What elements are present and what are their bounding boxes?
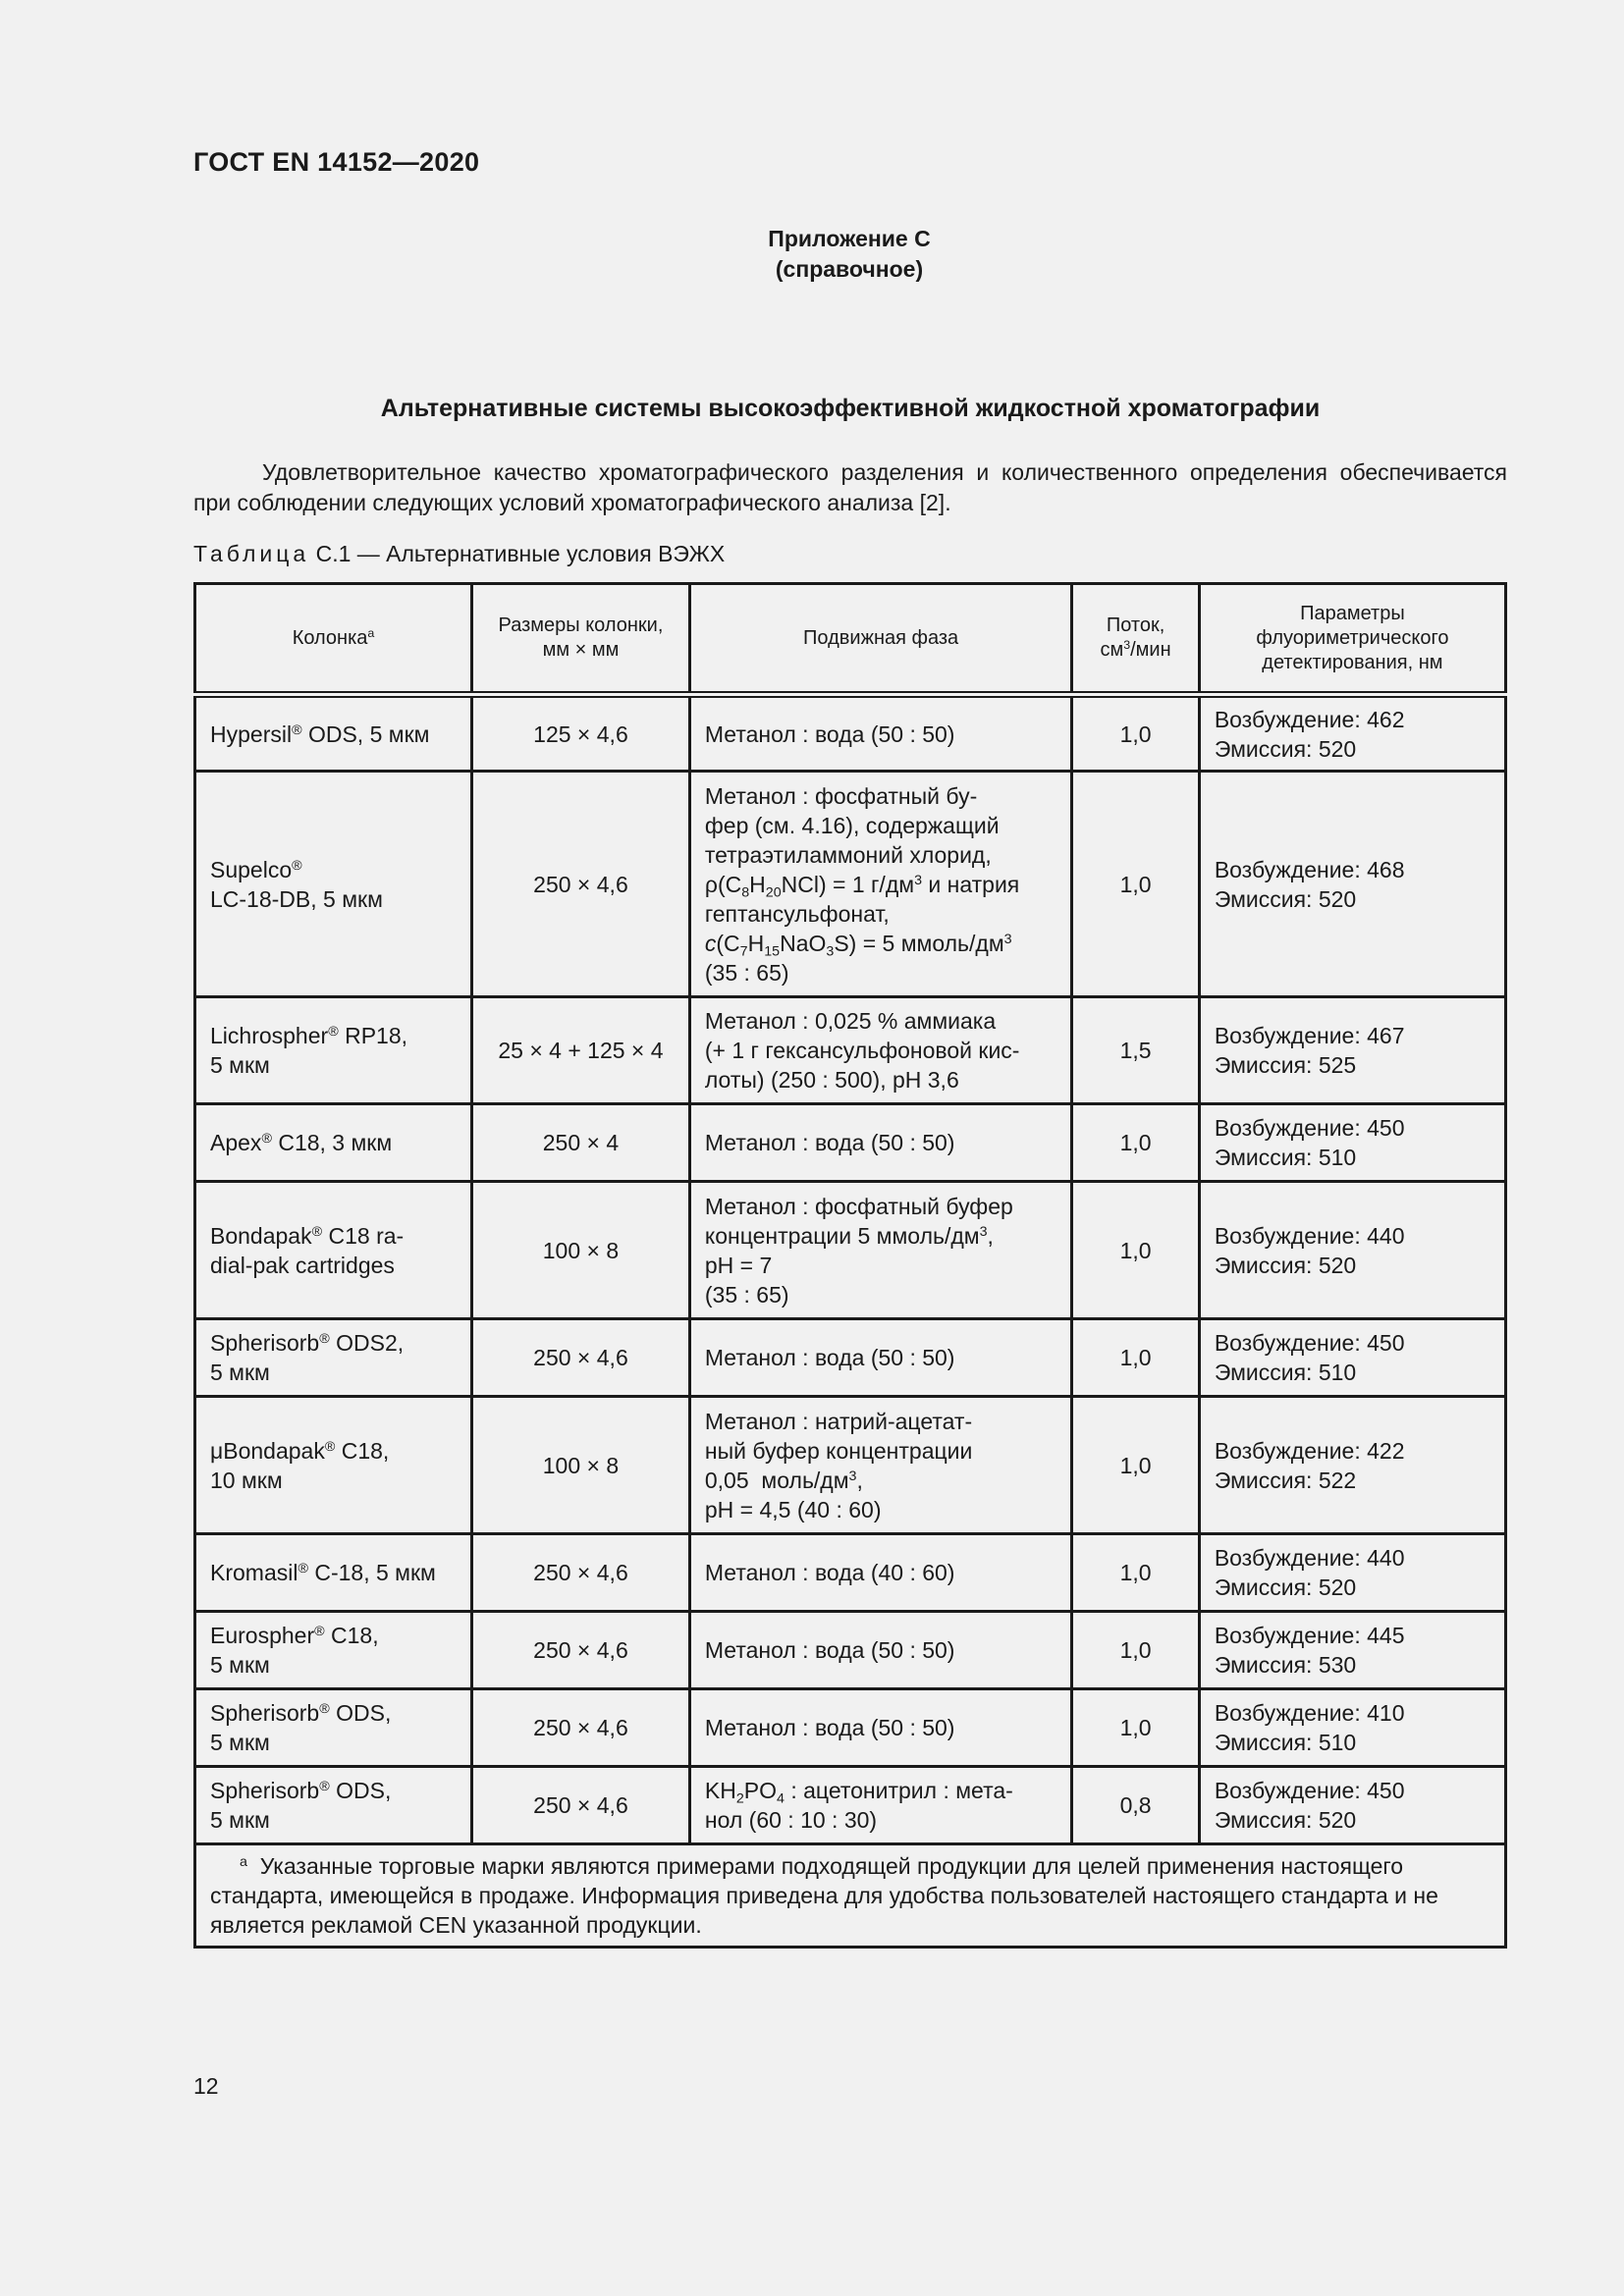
cell-detection: Возбуждение: 450 Эмиссия: 510	[1199, 1319, 1505, 1397]
cell-flow: 1,0	[1072, 1397, 1199, 1534]
cell-column: μBondapak® C18, 10 мкм	[195, 1397, 472, 1534]
table-row	[195, 1689, 1506, 1767]
section-title: Альтернативные системы высокоэффективной жидкостной хроматографии	[380, 395, 1321, 422]
header-flow: Поток, $см^3$/мин	[1072, 584, 1199, 695]
table-footnote-row	[195, 1844, 1506, 1948]
table-row	[195, 997, 1506, 1104]
cell-size: 100 × 8	[472, 1182, 690, 1319]
cell-size: 25 × 4 + 125 × 4	[472, 997, 690, 1104]
cell-flow: 1,0	[1072, 1612, 1199, 1689]
cell-detection: Возбуждение: 445 Эмиссия: 530	[1199, 1612, 1505, 1689]
cell-flow: 1,5	[1072, 997, 1199, 1104]
header-phase: Подвижная фаза	[689, 584, 1071, 695]
table-row	[195, 1534, 1506, 1612]
table-row	[195, 695, 1506, 772]
cell-detection: Возбуждение: 467 Эмиссия: 525	[1199, 997, 1505, 1104]
table-footnote	[195, 1844, 1506, 1948]
table-row	[195, 1767, 1506, 1844]
table-row	[195, 1104, 1506, 1182]
cell-size: 250 × 4,6	[472, 1319, 690, 1397]
cell-flow: 1,0	[1072, 772, 1199, 997]
table-row	[195, 772, 1506, 997]
appendix-title: Приложение С	[768, 226, 931, 251]
cell-column: Hypersil® ODS, 5 мкм	[195, 695, 472, 772]
table-caption-prefix: Таблица	[193, 541, 310, 566]
cell-detection: Возбуждение: 450 Эмиссия: 520	[1199, 1767, 1505, 1844]
cell-detection: Возбуждение: 468 Эмиссия: 520	[1199, 772, 1505, 997]
table-header-row	[195, 584, 1506, 695]
cell-column: Kromasil® C-18, 5 мкм	[195, 1534, 472, 1612]
cell-column: Apex® C18, 3 мкм	[195, 1104, 472, 1182]
cell-flow: 1,0	[1072, 1319, 1199, 1397]
document-code: ГОСТ EN 14152—2020	[193, 147, 480, 177]
cell-size: 250 × 4,6	[472, 1689, 690, 1767]
cell-detection: Возбуждение: 440 Эмиссия: 520	[1199, 1534, 1505, 1612]
cell-phase: Метанол : вода (50 : 50)	[689, 1689, 1071, 1767]
cell-phase: Метанол : фосфатный буфер концентрации 5 ммоль/$дм^3$, pH = 7 (35 : 65)	[689, 1182, 1071, 1319]
cell-flow: 1,0	[1072, 1182, 1199, 1319]
intro-paragraph: Удовлетворительное качество хроматографического разделения и количественного определения обеспечивается при соблюдении следующих условий хроматографического анализа [2].	[193, 459, 1507, 515]
cell-flow: 1,0	[1072, 695, 1199, 772]
table-row	[195, 1612, 1506, 1689]
table-caption-text: С.1 — Альтернативные условия ВЭЖХ	[315, 541, 726, 566]
cell-flow: 1,0	[1072, 1104, 1199, 1182]
table-row	[195, 1397, 1506, 1534]
cell-size: 250 × 4,6	[472, 1612, 690, 1689]
cell-column: Bondapak® C18 ra- dial-pak cartridges	[195, 1182, 472, 1319]
table-caption	[193, 541, 725, 567]
footnote-mark: a	[240, 1854, 247, 1871]
cell-detection: Возбуждение: 422 Эмиссия: 522	[1199, 1397, 1505, 1534]
cell-phase: Метанол : вода (50 : 50)	[689, 1612, 1071, 1689]
cell-flow: 1,0	[1072, 1689, 1199, 1767]
cell-size: 250 × 4	[472, 1104, 690, 1182]
header-column: Колонка$^a$	[195, 584, 472, 695]
appendix-subtitle: (справочное)	[775, 256, 924, 282]
cell-size: 250 × 4,6	[472, 1767, 690, 1844]
table-row	[195, 1182, 1506, 1319]
cell-column: Lichrospher® RP18, 5 мкм	[195, 997, 472, 1104]
page-number: 12	[193, 2073, 219, 2099]
cell-detection: Возбуждение: 450 Эмиссия: 510	[1199, 1104, 1505, 1182]
header-size: Размеры колонки, мм × мм	[472, 584, 690, 695]
cell-phase: Метанол : 0,025 % аммиака (+ 1 г гексансульфоновой кис- лоты) (250 : 500), pH 3,6	[689, 997, 1071, 1104]
cell-flow: 0,8	[1072, 1767, 1199, 1844]
table-row	[195, 1319, 1506, 1397]
cell-size: 250 × 4,6	[472, 772, 690, 997]
cell-detection: Возбуждение: 462 Эмиссия: 520	[1199, 695, 1505, 772]
cell-column: Spherisorb® ODS, 5 мкм	[195, 1767, 472, 1844]
cell-detection: Возбуждение: 440 Эмиссия: 520	[1199, 1182, 1505, 1319]
cell-phase: $KH_2PO_4$ : ацетонитрил : мета- нол (60 : 10 : 30)	[689, 1767, 1071, 1844]
cell-size: 100 × 8	[472, 1397, 690, 1534]
cell-phase: Метанол : вода (40 : 60)	[689, 1534, 1071, 1612]
cell-phase: Метанол : натрий-ацетат- ный буфер концентрации 0,05 моль/$дм^3$, pH = 4,5 (40 : 60)	[689, 1397, 1071, 1534]
cell-size: 250 × 4,6	[472, 1534, 690, 1612]
cell-detection: Возбуждение: 410 Эмиссия: 510	[1199, 1689, 1505, 1767]
cell-phase: Метанол : вода (50 : 50)	[689, 1319, 1071, 1397]
cell-column: Eurospher® C18, 5 мкм	[195, 1612, 472, 1689]
hplc-conditions-table	[193, 582, 1507, 1949]
cell-flow: 1,0	[1072, 1534, 1199, 1612]
appendix-heading	[0, 224, 1624, 285]
cell-column: Supelco® LC-18-DB, 5 мкм	[195, 772, 472, 997]
cell-column: Spherisorb® ODS, 5 мкм	[195, 1689, 472, 1767]
cell-size: 125 × 4,6	[472, 695, 690, 772]
cell-column: Spherisorb® ODS2, 5 мкм	[195, 1319, 472, 1397]
footnote-text: Указанные торговые марки являются примерами подходящей продукции для целей применения настоящего стандарта, имеющейся в продаже. Информация приведена для удобства пользователей настоящего стандарта и не является рекламой CEN указанной продукции.	[210, 1853, 1438, 1938]
cell-phase: Метанол : фосфатный бу- фер (см. 4.16), содержащий тетраэтиламмоний хлорид, $\rho(C_8H_{20}NCl) = 1$ $г/дм^3$ и натрия гептансульфонат, $c(C_7H_{15}NaO_3S) = 5$ ммоль/$дм^3$ (35 : 65)	[689, 772, 1071, 997]
header-detection: Параметры флуориметрического детектирования, нм	[1199, 584, 1505, 695]
cell-phase: Метанол : вода (50 : 50)	[689, 1104, 1071, 1182]
cell-phase: Метанол : вода (50 : 50)	[689, 695, 1071, 772]
